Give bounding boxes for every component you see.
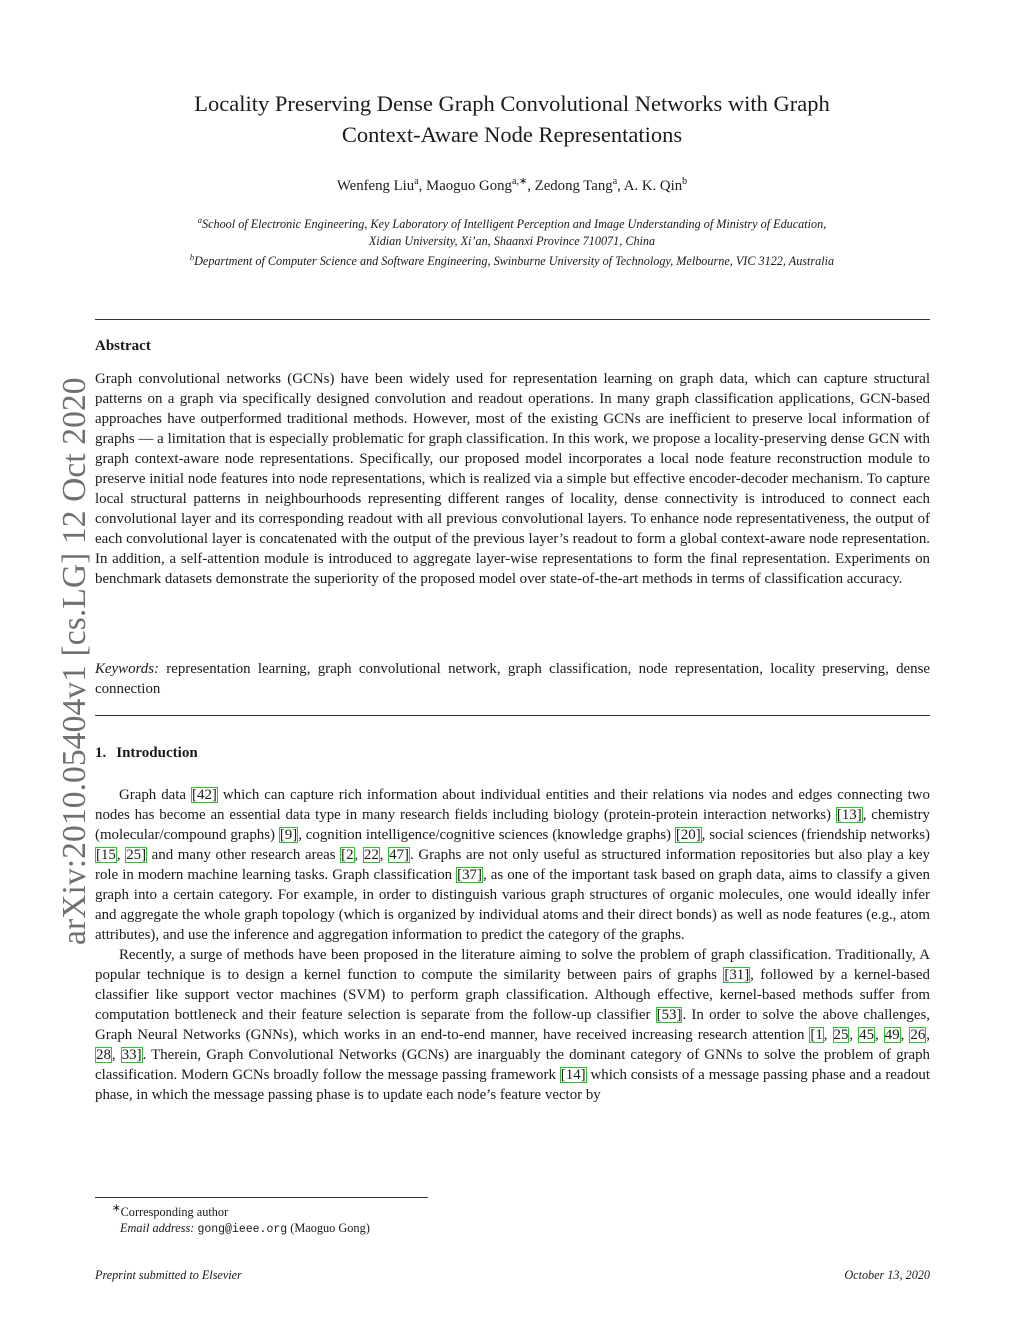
affiliation-a-line-1: School of Electronic Engineering, Key Laboratory of Intelligent Perception and Image Understanding of Ministry of Education, (201, 217, 827, 232)
citation-link[interactable]: [1 (810, 1027, 823, 1043)
paragraph-text: Recently, a surge of methods have been proposed in the literature aiming to solve the problem of graph classification. Traditionally, A popular technique is to design a kernel function to compute the similarity between pairs of graphs (95, 947, 930, 983)
affiliation-a-line-2: Xidian University, Xi’an, Shaanxi Province 710071, China (368, 233, 656, 248)
footnote-rule (95, 1197, 428, 1198)
paragraph-text: , (849, 1027, 859, 1043)
paragraph-text: , chemistry (molecular/compound graphs) (95, 807, 930, 843)
footnote-corresponding-text: Corresponding author (120, 1205, 229, 1220)
section-heading-introduction (95, 745, 198, 762)
paragraph-text: , (379, 847, 389, 863)
author-name: Wenfeng Liu (336, 177, 415, 194)
author-separator: , (418, 177, 427, 194)
citation-link[interactable]: [31] (724, 967, 750, 983)
paragraph-text: , followed by a kernel-based classifier like support vector machines (SVM) to perform graph classification. Although effective, kernel-based methods suffer from computation bottleneck and their feature selection is separate from the follow-up classifier (95, 967, 930, 1023)
paragraph-text: , (900, 1027, 910, 1043)
citation-link[interactable]: 47] (389, 847, 409, 863)
affiliation-b (95, 249, 929, 270)
affiliation-a (95, 212, 929, 233)
citation-link[interactable]: [2 (341, 847, 354, 863)
introduction-body (95, 785, 930, 1105)
paragraph-text: Graph data (119, 787, 192, 803)
author-list (95, 176, 929, 195)
citation-link[interactable]: [42] (192, 787, 217, 803)
footer-date: October 13, 2020 (844, 1268, 930, 1282)
intro-paragraph-2 (95, 945, 930, 1105)
abstract-top-rule (95, 319, 930, 320)
citation-link[interactable]: 26 (910, 1027, 926, 1043)
paragraph-text: , (354, 847, 363, 863)
arxiv-identifier-stamp: arXiv:2010.05404v1 [cs.LG] 12 Oct 2020 (56, 377, 93, 945)
affiliations (95, 212, 929, 270)
citation-link[interactable]: 49 (884, 1027, 900, 1043)
author-name: Zedong Tang (534, 177, 613, 194)
citation-link[interactable]: [15 (96, 847, 116, 863)
affiliation-a-mark: a (197, 215, 202, 225)
affiliation-b-mark: b (189, 252, 195, 263)
author-separator: , (617, 177, 624, 194)
paragraph-text: , social sciences (friendship networks) (701, 827, 930, 843)
paragraph-text: , (926, 1027, 931, 1043)
paragraph-text: , cognition intelligence/cognitive sciences (knowledge graphs) (298, 827, 675, 843)
affiliation-b-line: Department of Computer Science and Software Engineering, Swinburne University of Technology, Melbourne, VIC 3122, Australia (194, 254, 835, 269)
author-affiliation-mark: a (612, 176, 618, 187)
author-affiliation-mark: a (414, 176, 419, 187)
citation-link[interactable]: 33] (121, 1047, 142, 1063)
footer-preprint-note: Preprint submitted to Elsevier (95, 1268, 242, 1282)
paragraph-text: . Graphs are not only useful as structured information repositories but also play a key role in modern machine learning tasks. Graph classification (95, 847, 930, 883)
citation-link[interactable]: 25] (126, 847, 147, 863)
citation-link[interactable]: [9] (279, 827, 298, 843)
author-separator: , (527, 177, 535, 194)
paper-title (95, 88, 929, 150)
footnote-email-line (95, 1220, 695, 1238)
abstract-bottom-rule (95, 715, 930, 716)
keywords (95, 659, 930, 699)
section-number: 1. (95, 745, 107, 761)
email-owner: (Maoguo Gong) (290, 1221, 370, 1236)
email-link[interactable]: gong@ieee.org (197, 1223, 288, 1237)
citation-link[interactable]: 25 (833, 1027, 849, 1043)
citation-link[interactable]: [14] (560, 1067, 586, 1083)
paragraph-text: , (116, 847, 126, 863)
author-affiliation-mark: b (682, 176, 688, 187)
paragraph-text: , (875, 1027, 884, 1043)
keywords-text: representation learning, graph convolutional network, graph classification, node representation, locality preserving, dense connection (95, 661, 930, 697)
footnote-corresponding (95, 1201, 695, 1220)
paragraph-text: , as one of the important task based on graph data, aims to classify a given graph into a certain category. For example, in order to distinguish various graph structures of organic molecules, one would ideally infer and aggregate the whole graph topology (which is organized by individual atoms and their direct bonds) as well as node features (e.g., atom attributes), and use the inference and aggregation information to predict the category of the graphs. (95, 867, 930, 943)
author-name: Maoguo Gong (426, 177, 512, 194)
paragraph-text: . Therein, Graph Convolutional Networks (GCNs) are inarguably the dominant category of GNNs to solve the problem of graph classification. Modern GCNs broadly follow the message passing framework (95, 1047, 930, 1083)
footnote (95, 1201, 695, 1238)
intro-paragraph-1 (95, 785, 930, 945)
citation-link[interactable]: 45 (859, 1027, 875, 1043)
title-line-2: Context-Aware Node Representations (341, 122, 683, 147)
paragraph-text: which consists of a message passing phase and a readout phase, in which the message passing phase is to update each node’s feature vector by (95, 1067, 930, 1103)
paragraph-text: which can capture rich information about individual entities and their relations via nodes and edges connecting two nodes has become an essential data type in many research fields including biology (protein-protein interaction networks) (95, 787, 930, 823)
citation-link[interactable]: [37] (457, 867, 482, 883)
email-label: Email address: (120, 1221, 195, 1236)
paragraph-text: and many other research areas (147, 847, 341, 863)
citation-link[interactable]: [13] (836, 807, 862, 823)
author-affiliation-mark: a,∗ (511, 176, 528, 187)
citation-link[interactable]: 22 (363, 847, 379, 863)
paragraph-text: , (111, 1047, 121, 1063)
citation-link[interactable]: [20] (675, 827, 701, 843)
title-line-1: Locality Preserving Dense Graph Convolutional Networks with Graph (194, 91, 830, 116)
abstract-text: Graph convolutional networks (GCNs) have been widely used for representation learning on graph data, which can capture structural patterns on a graph via specifically designed convolution and readout operations. In many graph classification applications, GCN-based approaches have outperformed traditional methods. However, most of the existing GCNs are inefficient to preserve local information of graphs — a limitation that is especially problematic for graph classification. In this work, we propose a locality-preserving dense GCN with graph context-aware node representations. Specifically, our proposed model incorporates a local node feature reconstruction module to preserve initial node features into node representations, which is realized via a simple but effective encoder-decoder mechanism. To capture local structural patterns in neighbourhoods representing different ranges of locality, dense connectivity is introduced to connect each convolutional layer and its corresponding readout with all previous convolutional layers. To enhance node representativeness, the output of each convolutional layer is concatenated with the output of the previous layer’s readout to form a global context-aware node representation. In addition, a self-attention module is introduced to aggregate layer-wise representations to form the final representation. Experiments on benchmark datasets demonstrate the superiority of the proposed model over state-of-the-art methods in terms of classification accuracy. (95, 371, 930, 587)
paragraph-text: , (823, 1027, 833, 1043)
citation-link[interactable]: [53] (656, 1007, 682, 1023)
footnote-mark: ∗ (112, 1203, 121, 1214)
keywords-label: Keywords: (95, 661, 159, 677)
citation-link[interactable]: 28 (96, 1047, 111, 1063)
abstract-heading: Abstract (95, 338, 151, 354)
paragraph-text: . In order to solve the above challenges, Graph Neural Networks (GNNs), which works in an end-to-end manner, have received increasing research attention (95, 1007, 930, 1043)
section-title: Introduction (116, 745, 198, 761)
author-name: A. K. Qin (623, 177, 683, 194)
